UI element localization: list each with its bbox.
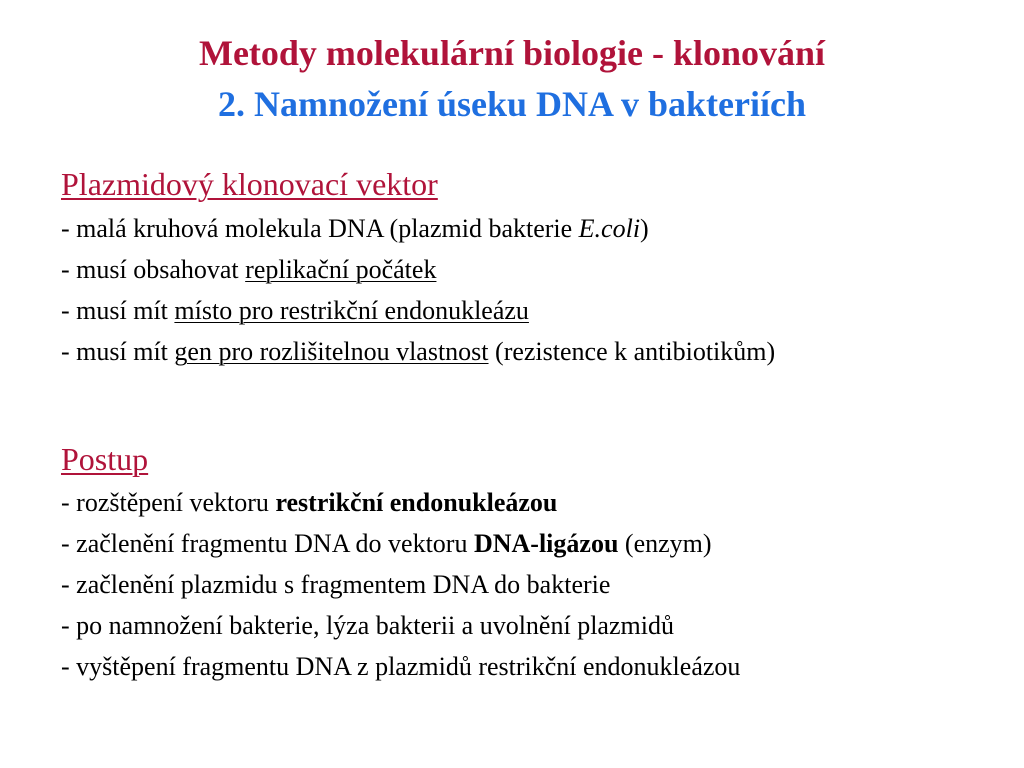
vector-line-1-italic: E.coli	[578, 214, 641, 243]
vector-line-2	[61, 253, 436, 287]
procedure-line-1-prefix: - rozštěpení vektoru	[61, 488, 276, 517]
vector-line-1	[61, 212, 649, 246]
procedure-line-2-suffix: (enzym)	[618, 529, 712, 558]
vector-line-3-prefix: - musí mít	[61, 296, 175, 325]
procedure-line-2-bold: DNA-ligázou	[473, 529, 619, 558]
vector-line-3	[61, 294, 529, 328]
vector-line-4-suffix: (rezistence k antibiotikům)	[488, 337, 776, 366]
vector-line-1-suffix: )	[640, 214, 649, 243]
procedure-line-3: - začlenění plazmidu s fragmentem DNA do bakterie	[61, 570, 611, 599]
vector-line-3-underlined: místo pro restrikční endonukleázu	[174, 296, 529, 325]
vector-heading: Plazmidový klonovací vektor	[61, 166, 438, 202]
vector-line-4-underlined: gen pro rozlišitelnou vlastnost	[174, 337, 489, 366]
vector-line-2-prefix: - musí obsahovat	[61, 255, 246, 284]
vector-line-4	[61, 335, 775, 369]
slide-title: Metody molekulární biologie - klonování	[198, 33, 826, 73]
procedure-line-1	[61, 486, 557, 520]
procedure-line-2	[61, 527, 712, 561]
procedure-line-4: - po namnožení bakterie, lýza bakterii a uvolnění plazmidů	[61, 611, 674, 640]
vector-line-2-underlined: replikační počátek	[245, 255, 437, 284]
slide-subtitle: 2. Namnožení úseku DNA v bakteriích	[217, 84, 807, 124]
procedure-line-2-prefix: - začlenění fragmentu DNA do vektoru	[61, 529, 474, 558]
procedure-line-5: - vyštěpení fragmentu DNA z plazmidů restrikční endonukleázou	[61, 652, 741, 681]
vector-line-1-prefix: - malá kruhová molekula DNA (plazmid bakterie	[61, 214, 579, 243]
vector-line-4-prefix: - musí mít	[61, 337, 175, 366]
procedure-heading: Postup	[61, 441, 149, 477]
procedure-line-1-bold: restrikční endonukleázou	[275, 488, 558, 517]
